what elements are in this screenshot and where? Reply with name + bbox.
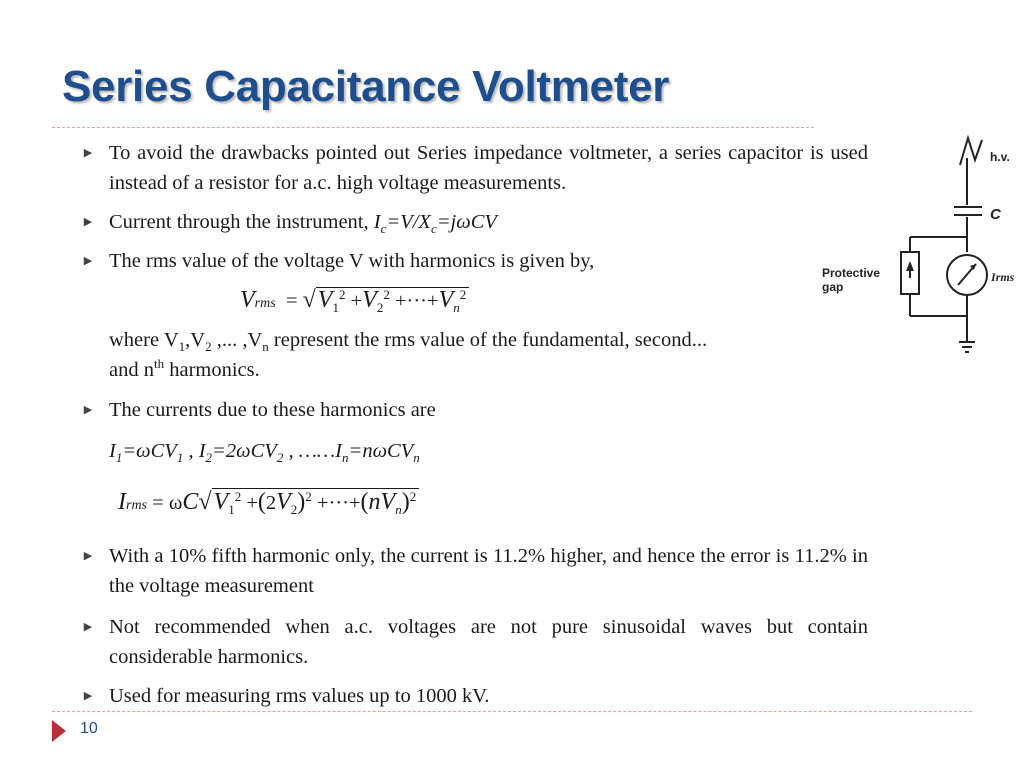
bullet-arrow-icon: ▶ [83,549,93,562]
bullet-text: The currents due to these harmonics are [109,399,436,421]
bullet-arrow-icon: ▶ [83,215,93,228]
bullet-text: With a 10% fifth harmonic only, the current is 11.2% higher, and hence the error is 11.2% in the voltage measurement [109,545,868,597]
bullet-text: Not recommended when a.c. voltages are not pure sinusoidal waves but contain considerable harmonics. [109,616,868,668]
where-text: where $V_1,V_2$ ,... $,V_n$ represent the rms value of the fundamental, second... and $n^{th}$ harmonics. [109,329,708,381]
slide-title: Series Capacitance Voltmeter [62,62,670,111]
bullet-arrow-icon: ▶ [83,620,93,633]
irms-equation: Irms = $\omega C√V_1^2 +(2V_2)^2 +\cdot\cdot\cdot+(nV_n)^2$ [118,487,419,521]
bullet-arrow-icon: ▶ [83,254,93,267]
bullet-arrow-icon: ▶ [83,403,93,416]
footer-divider [52,711,972,712]
bullet-arrow-icon: ▶ [83,146,93,159]
vrms-equation: Vrms = $√V_1^2 +V_2^2 +\cdot\cdot\cdot+V_n^2$ [240,285,469,319]
circuit-diagram [810,130,1015,365]
hv-terminal-icon [960,138,982,165]
label-capacitor: C [990,206,1001,223]
label-gap: gap [822,280,844,294]
label-protective: Protective [822,266,881,280]
bullet-text: Current through the instrument, $I_c=V/X_c=j\omega CV$ [109,211,497,237]
label-irms: Irms [991,270,1015,284]
harmonic-currents-formula: $I_1=\omega CV_1$ , $I_2=2\omega CV_2$ , $\dots\dots I_n=n\omega CV_n$ [109,440,420,466]
label-hv: h.v. [990,150,1010,164]
title-divider [52,127,814,128]
bullet-arrow-icon: ▶ [83,689,93,702]
page-marker-icon [52,720,66,742]
page-number: 10 [80,720,98,737]
bullet-text: To avoid the drawbacks pointed out Series impedance voltmeter, a series capacitor is used instead of a resistor for a.c. high voltage measurements. [109,142,868,194]
bullet-text: The rms value of the voltage V with harmonics is given by, [109,250,595,272]
bullet-text: Used for measuring rms values up to 1000 kV. [109,685,490,707]
current-formula: $I_c=V/X_c=j\omega CV$ [373,211,497,237]
